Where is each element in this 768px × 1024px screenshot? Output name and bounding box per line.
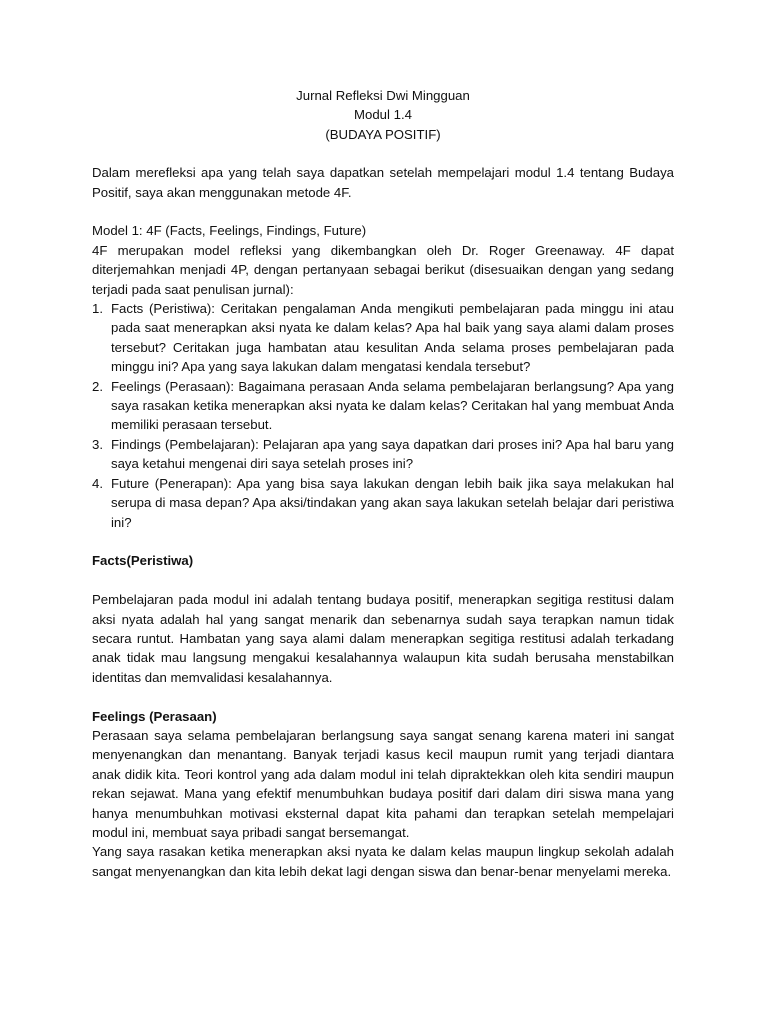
list-number: 3. — [92, 436, 103, 452]
document-page — [92, 86, 674, 881]
list-text: Findings (Pembelajaran): Pelajaran apa yang saya dapatkan dari proses ini? Apa hal baru yang saya ketahui mengenai diri saya setelah proses ini? — [111, 436, 674, 472]
model-heading: Model 1: 4F (Facts, Feelings, Findings, Future) — [92, 223, 367, 239]
feelings-paragraph-2: Yang saya rasakan ketika menerapkan aksi nyata ke dalam kelas maupun lingkup sekolah adalah sangat menyenangkan dan kita lebih dekat lagi dengan siswa dan benar-benar menyelami mereka. — [92, 844, 674, 879]
list-item — [92, 299, 674, 377]
list-item — [92, 474, 674, 532]
list-number: 2. — [92, 378, 103, 394]
list-number: 4. — [92, 475, 103, 491]
list-text: Facts (Peristiwa): Ceritakan pengalaman Anda mengikuti pembelajaran pada minggu ini atau pada saat menerapkan aksi nyata ke dalam kelas? Apa hal baik yang saya alami dalam proses tersebut? Ceritakan juga hambatan atau kesulitan Anda selama proses pembelajaran pada minggu ini? Apa yang saya lakukan dalam mengatasi kendala tersebut? — [111, 301, 674, 375]
list-number: 1. — [92, 301, 103, 317]
spacer — [92, 687, 674, 706]
model-description: 4F merupakan model refleksi yang dikembangkan oleh Dr. Roger Greenaway. 4F dapat diterjemahkan menjadi 4P, dengan pertanyaan sebagai berikut (disesuaikan dengan yang sedang terjadi pada saat penulisan jurnal): — [92, 242, 674, 297]
spacer — [92, 202, 674, 221]
spacer — [92, 532, 674, 551]
list-item — [92, 435, 674, 474]
title-block — [92, 86, 674, 144]
feelings-paragraph-1: Perasaan saya selama pembelajaran berlangsung saya sangat senang karena materi ini sangat menyenangkan dan menantang. Banyak terjadi kasus kecil maupun rumit yang terjadi diantara anak didik kita. Teori kontrol yang ada dalam modul ini telah dipraktekkan oleh kita sendiri maupun rekan sejawat. Mana yang efektif menumbuhkan budaya positif dari dalam diri siswa mana yang hanya menumbuhkan motivasi eksternal dapat kita pahami dan terapkan setelah mempelajari modul ini, membuat saya pribadi sangat bersemangat. — [92, 727, 674, 840]
list-text: Future (Penerapan): Apa yang bisa saya lakukan dengan lebih baik jika saya melakukan hal serupa di masa depan? Apa aksi/tindakan yang akan saya lakukan setelah belajar dari peristiwa ini? — [111, 475, 674, 530]
document-title: Jurnal Refleksi Dwi Mingguan — [296, 88, 470, 103]
facts-paragraph: Pembelajaran pada modul ini adalah tentang budaya positif, menerapkan segitiga restitusi dalam aksi nyata adalah hal yang sangat menarik dan sebenarnya sudah saya terapkan namun tidak secara runtut. Hambatan yang saya alami dalam menerapkan segitiga restitusi adalah terkadang anak tidak mau langsung mengakui kesalahannya walaupun kita sudah berusaha menstabilkan identitas dan memvalidasi kesalahannya. — [92, 592, 674, 685]
feelings-heading: Feelings (Perasaan) — [92, 708, 217, 724]
question-list — [92, 299, 674, 532]
spacer — [92, 571, 674, 590]
module-number: Modul 1.4 — [354, 107, 412, 123]
facts-heading: Facts(Peristiwa) — [92, 553, 194, 569]
intro-paragraph: Dalam merefleksi apa yang telah saya dapatkan setelah mempelajari modul 1.4 tentang Budaya Positif, saya akan menggunakan metode 4F. — [92, 165, 674, 200]
module-topic: (BUDAYA POSITIF) — [325, 126, 441, 142]
list-item — [92, 377, 674, 435]
list-text: Feelings (Perasaan): Bagaimana perasaan Anda selama pembelajaran berlangsung? Apa yang saya rasakan ketika menerapkan aksi nyata ke dalam kelas? Ceritakan hal yang membuat Anda memiliki perasaan tersebut. — [111, 378, 674, 433]
